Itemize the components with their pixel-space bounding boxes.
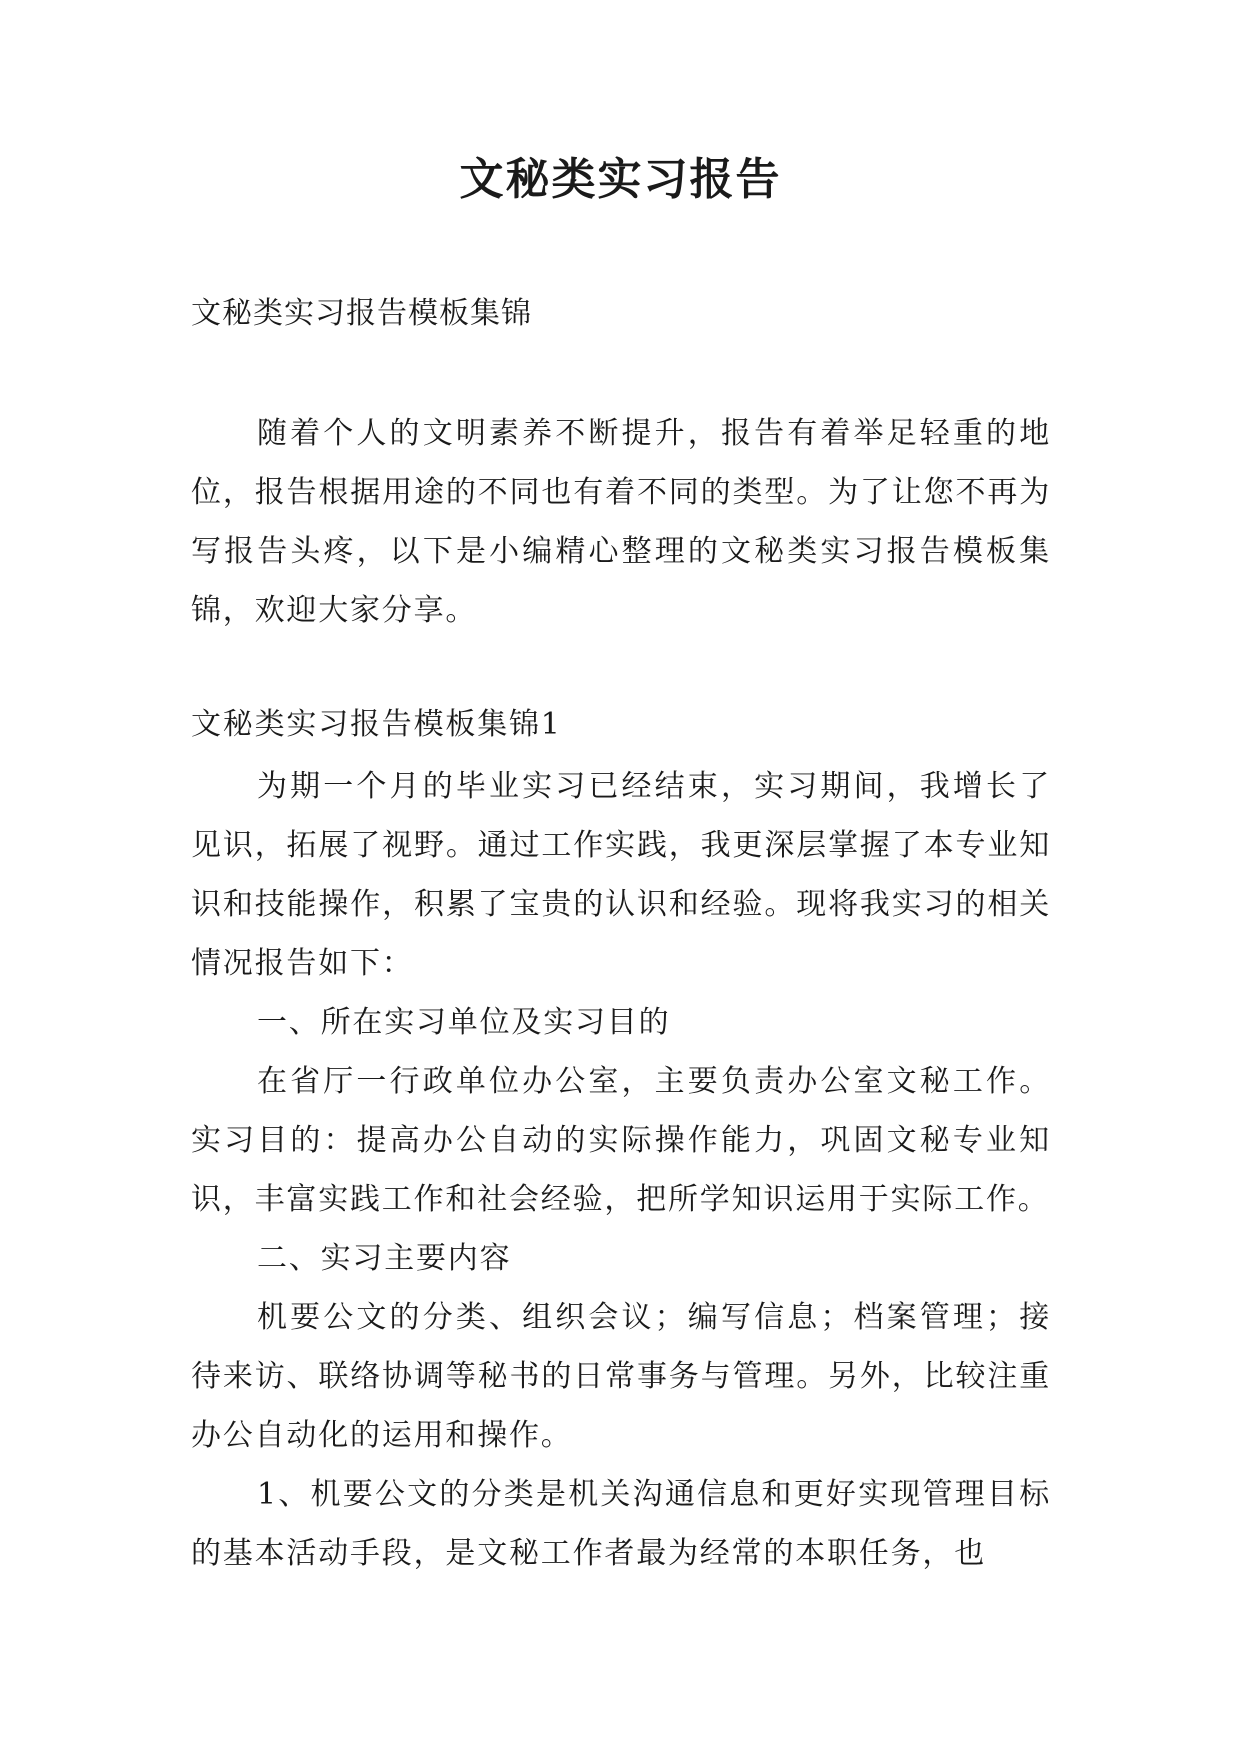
subsection-heading-two: 二、实习主要内容 [257, 1241, 512, 1276]
document-subtitle: 文秘类实习报告模板集锦 [191, 296, 532, 331]
intro-paragraph: 随着个人的文明素养不断提升，报告有着举足轻重的地位，报告根据用途的不同也有着不同的类型。为了让您不再为写报告头疼，以下是小编精心整理的文秘类实习报告模板集锦，欢迎大家分享。 [191, 416, 1051, 628]
document-title: 文秘类实习报告 [459, 154, 782, 205]
body-paragraph-item-1: 1、机要公文的分类是机关沟通信息和更好实现管理目标的基本活动手段，是文秘工作者最为经常的本职任务，也 [191, 1477, 1051, 1571]
section-heading: 文秘类实习报告模板集锦1 [191, 707, 562, 742]
subsection-heading-one: 一、所在实习单位及实习目的 [257, 1005, 671, 1040]
body-paragraph: 为期一个月的毕业实习已经结束，实习期间，我增长了见识，拓展了视野。通过工作实践，我更深层掌握了本专业知识和技能操作，积累了宝贵的认识和经验。现将我实习的相关情况报告如下： [191, 769, 1051, 981]
body-paragraph-content: 机要公文的分类、组织会议；编写信息；档案管理；接待来访、联络协调等秘书的日常事务与管理。另外，比较注重办公自动化的运用和操作。 [191, 1300, 1051, 1453]
body-paragraph-unit: 在省厅一行政单位办公室，主要负责办公室文秘工作。实习目的：提高办公自动的实际操作能力，巩固文秘专业知识，丰富实践工作和社会经验，把所学知识运用于实际工作。 [191, 1064, 1051, 1217]
